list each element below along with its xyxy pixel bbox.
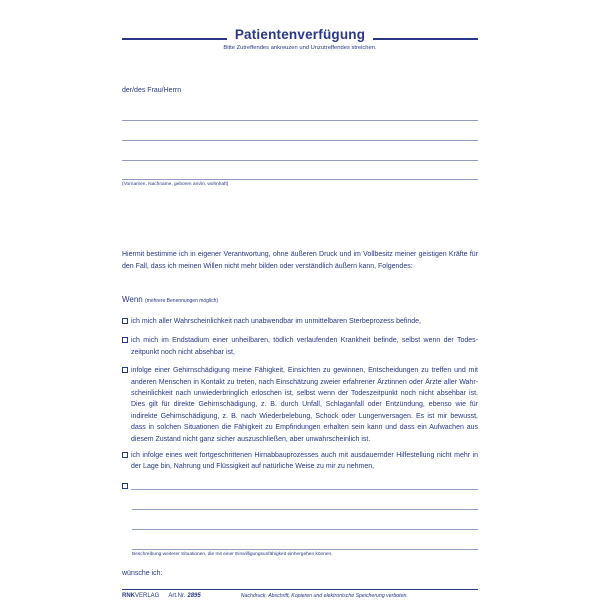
condition-label: ich infolge eines weit fortgeschrittenen Hirnabbauprozesses auch mit ausdauernder Hilfestellung nicht mehr in der Lage bin, Nahrung und Flüssigkeit auf natürliche Weise zu mir zu nehmen, (131, 452, 478, 471)
name-line-4[interactable] (122, 179, 478, 180)
condition-item-2 (122, 335, 478, 358)
name-caption: (Vornamen, Nachname, geboren am/in, wohnhaft) (122, 182, 229, 187)
page-title: Patientenverfügung (234, 27, 366, 42)
wish-label: wünsche ich: (122, 569, 163, 577)
checkbox-custom-condition[interactable] (122, 483, 128, 489)
checkbox-condition-1[interactable] (122, 318, 128, 324)
custom-condition-line[interactable] (131, 489, 478, 490)
name-line-1[interactable] (122, 120, 478, 121)
form-subtitle: Bitte Zutreffendes ankreuzen und Unzutreffendes streichen. (223, 45, 377, 51)
name-line-2[interactable] (122, 140, 478, 141)
name-line-3[interactable] (122, 160, 478, 161)
situation-line-1[interactable] (132, 509, 478, 510)
checkbox-condition-2[interactable] (122, 337, 128, 343)
copyright-notice: Nachdruck, Abschrift, Kopieren und elektronische Speicherung verboten. (240, 592, 408, 599)
when-heading (122, 295, 478, 304)
checkbox-condition-3[interactable] (122, 367, 128, 373)
situation-line-3[interactable] (132, 549, 478, 550)
checkbox-condition-4[interactable] (122, 452, 128, 458)
condition-item-1 (122, 316, 478, 327)
form-header (122, 27, 478, 42)
situation-line-2[interactable] (132, 529, 478, 530)
title-rule-right (373, 38, 478, 40)
situations-caption: Beschreibung weiterer Situationen, die mit einer Einwilligungsunfähigkeit einhergehen können. (132, 551, 333, 557)
condition-item-3 (122, 365, 478, 445)
article-number-value: 2895 (187, 592, 201, 599)
custom-condition-row (122, 480, 478, 490)
article-number-label: Art.Nr. (168, 592, 186, 599)
intro-paragraph: Hiermit bestimme ich in eigener Verantwortung, ohne äußeren Druck und im Vollbesitz meiner geistigen Kräfte für den Fall, dass ich meinen Willen nicht mehr bilden oder verständlich äußern kann, Folgendes: (122, 251, 478, 270)
condition-item-4 (122, 450, 478, 473)
situations-block (132, 509, 478, 550)
condition-label: ich mich im Endstadium einer unheilbaren, tödlich verlaufenden Krankheit befinde, selbst wenn der Todeszeitpunkt noch nicht absehbar ist, (131, 337, 478, 356)
salutation-label: der/des Frau/Herrn (122, 87, 182, 94)
publisher-bold: RNK (122, 592, 135, 599)
publisher-name (122, 593, 159, 599)
condition-label: infolge einer Gehirnschädigung meine Fähigkeit, Einsichten zu gewinnen, Entscheidungen zu treffen und mit anderen Menschen in Kontakt zu treten, nach Einschätzung zweier erfahrener Ärztinnen oder Ärzte aller Wahrscheinlichkeit nach unwiederbringlich erloschen ist, selbst wenn der Todeszeitpunkt noch nicht absehbar ist. Dies gilt für direkte Gehirnschädigung, z. B. durch Unfall, Schlaganfall oder Entzündung, ebenso wie für indirekte Gehirnschädigung, z. B. nach Wiederbelebung, Schock oder Lungenversagen. Es ist mir bewusst, dass in solchen Situationen die Fähigkeit zu Empfindungen erhalten sein kann und dass ein Aufwachen aus diesem Zustand nicht ganz sicher auszuschließen, aber unwahrscheinlich ist. (131, 367, 478, 443)
condition-label: ich mich aller Wahrscheinlichkeit nach unabwendbar im unmittelbaren Sterbeprozess befinde, (131, 318, 422, 325)
title-rule-left (122, 38, 227, 40)
footer (122, 589, 478, 599)
publisher-rest: VERLAG (135, 592, 160, 599)
when-note: (mehrere Benennungen möglich) (145, 298, 219, 304)
form-page (122, 0, 478, 599)
when-label: Wenn (122, 295, 143, 304)
